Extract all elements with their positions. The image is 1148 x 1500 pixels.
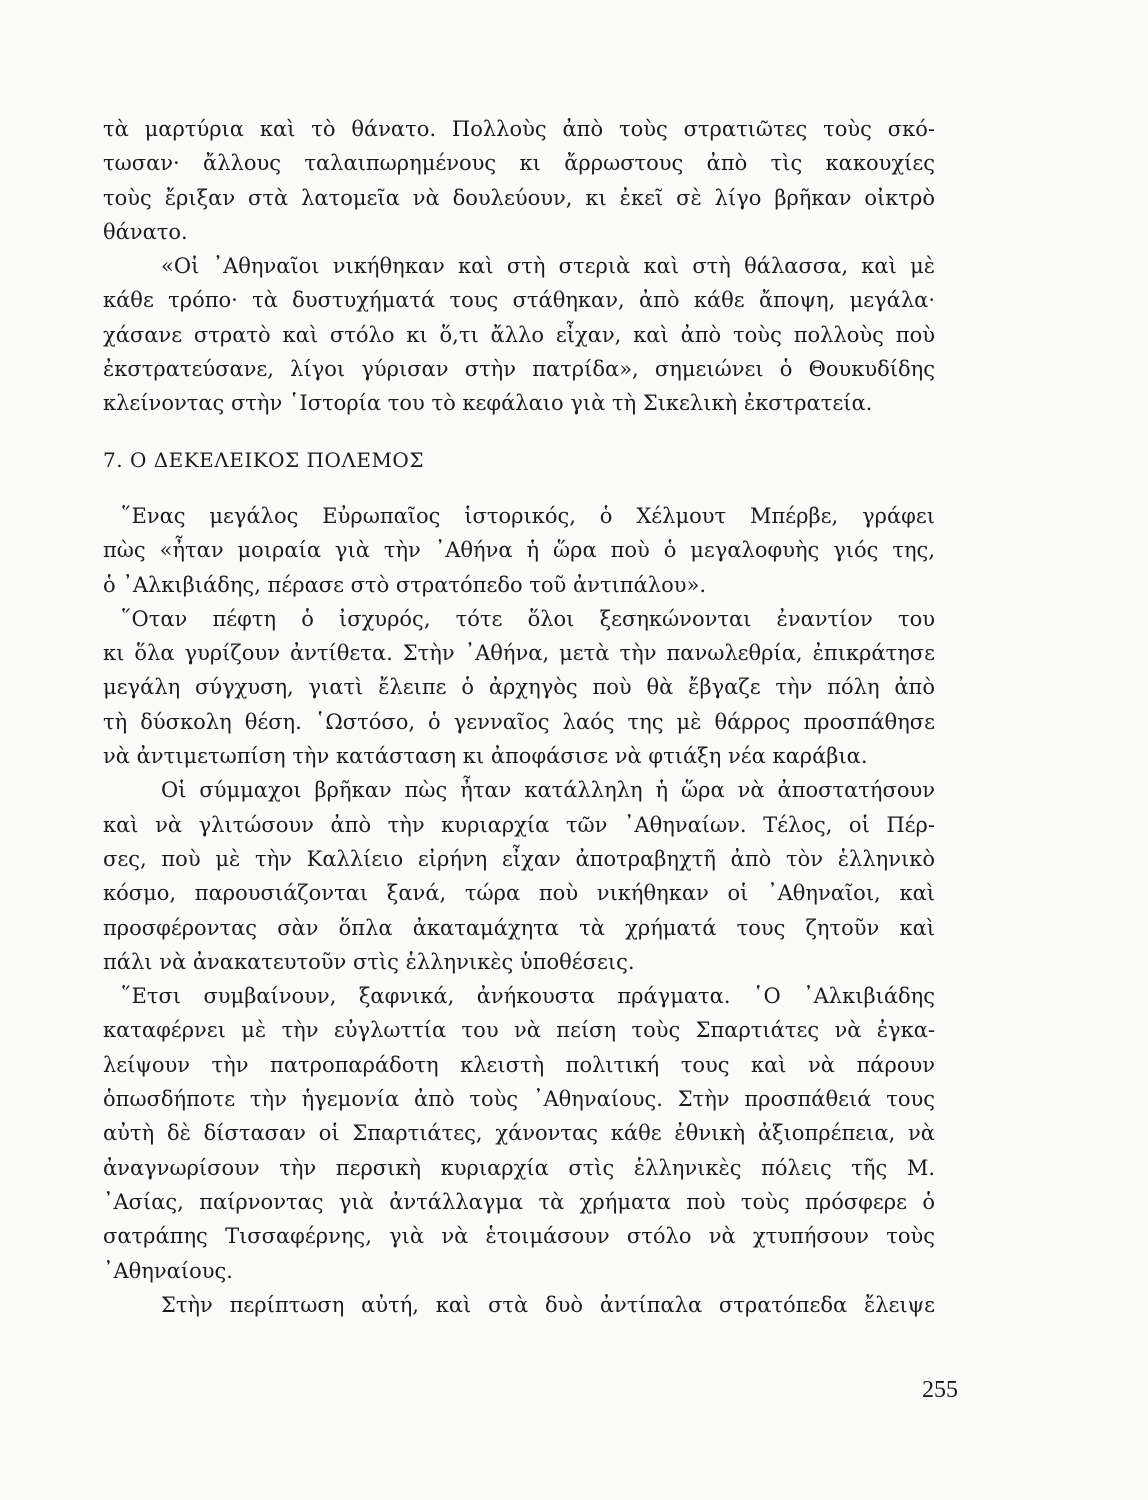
text-line: χάσανε στρατὸ καὶ στόλο κι ὅ,τι ἄλλο εἶχαν, καὶ ἀπὸ τοὺς πολλοὺς ποὺ [103,322,935,347]
paragraph [103,112,935,249]
text-line: νὰ ἀντιμετωπίση τὴν κατάσταση κι ἀποφάσισε νὰ φτιάξη νέα καράβια. [103,744,868,769]
paragraph [103,1288,935,1322]
text-line: κάθε τρόπο· τὰ δυστυχήματά τους στάθηκαν, ἀπὸ κάθε ἄποψη, μεγάλα· [103,288,935,313]
paragraph [103,249,935,420]
text-line: σες, ποὺ μὲ τὴν Καλλίειο εἰρήνη εἶχαν ἀποτραβηχτῆ ἀπὸ τὸν ἑλληνικὸ [103,846,935,871]
text-line: μεγάλη σύγχυση, γιατὶ ἔλειπε ὁ ἀρχηγὸς ποὺ θὰ ἔβγαζε τὴν πόλη ἀπὸ [103,675,935,700]
text-line: Οἱ σύμμαχοι βρῆκαν πὼς ἦταν κατάλληλη ἡ ὥρα νὰ ἀποστατήσουν [161,778,935,803]
text-line: αὐτὴ δὲ δίστασαν οἱ Σπαρτιάτες, χάνοντας κάθε ἐθνικὴ ἀξιοπρέπεια, νὰ [103,1121,935,1146]
page-number: 255 [922,1377,958,1403]
text-line: ᾿Ασίας, παίρνοντας γιὰ ἀντάλλαγμα τὰ χρήματα ποὺ τοὺς πρόσφερε ὁ [103,1189,935,1214]
text-line: ῞Ετσι συμβαίνουν, ξαφνικά, ἀνήκουστα πράγματα. ῾Ο ᾿Αλκιβιάδης [121,984,935,1009]
text-line: προσφέροντας σὰν ὅπλα ἀκαταμάχητα τὰ χρήματά τους ζητοῦν καὶ [103,915,935,940]
text-line: Στὴν περίπτωση αὐτή, καὶ στὰ δυὸ ἀντίπαλα στρατόπεδα ἔλειψε [161,1292,935,1317]
text-line: κόσμο, παρουσιάζονται ξανά, τώρα ποὺ νικήθηκαν οἱ ᾿Αθηναῖοι, καὶ [103,881,935,906]
text-line: «Οἱ ᾿Αθηναῖοι νικήθηκαν καὶ στὴ στεριὰ καὶ στὴ θάλασσα, καὶ μὲ [161,254,935,279]
text-line: ἀναγνωρίσουν τὴν περσικὴ κυριαρχία στὶς ἑλληνικὲς πόλεις τῆς Μ. [103,1155,935,1180]
text-line: ῞Οταν πέφτη ὁ ἰσχυρός, τότε ὅλοι ξεσηκώνονται ἐναντίον του [121,606,935,631]
text-line: τοὺς ἔριξαν στὰ λατομεῖα νὰ δουλεύουν, κι ἐκεῖ σὲ λίγο βρῆκαν οἰκτρὸ [103,185,935,210]
text-line: πάλι νὰ ἀνακατευτοῦν στὶς ἑλληνικὲς ὑποθέσεις. [103,949,635,974]
text-line: ὁ ᾿Αλκιβιάδης, πέρασε στὸ στρατόπεδο τοῦ ἀντιπάλου». [103,572,707,597]
text-line: πὼς «ἦταν μοιραία γιὰ τὴν ᾿Αθήνα ἡ ὥρα ποὺ ὁ μεγαλοφυὴς γιός της, [103,538,935,563]
body-text [103,112,935,1322]
text-line: καταφέρνει μὲ τὴν εὐγλωττία του νὰ πείση τοὺς Σπαρτιάτες νὰ ἐγκα- [103,1018,935,1043]
paragraph [103,602,935,773]
text-line: λείψουν τὴν πατροπαράδοτη κλειστὴ πολιτική τους καὶ νὰ πάρουν [103,1052,935,1077]
paragraph [103,979,935,1288]
paragraph [103,499,935,602]
text-line: ᾿Αθηναίους. [103,1258,233,1283]
section-heading: 7. Ο ΔΕΚΕΛΕΙΚΟΣ ΠΟΛΕΜΟΣ [103,447,424,472]
text-line: κλείνοντας στὴν ῾Ιστορία του τὸ κεφάλαιο γιὰ τὴ Σικελικὴ ἐκστρατεία. [103,391,873,416]
text-line: σατράπης Τισσαφέρνης, γιὰ νὰ ἑτοιμάσουν στόλο νὰ χτυπήσουν τοὺς [103,1224,935,1249]
text-line: ῞Ενας μεγάλος Εὐρωπαῖος ἱστορικός, ὁ Χέλμουτ Μπέρβε, γράφει [121,503,935,528]
text-line: τωσαν· ἄλλους ταλαιπωρημένους κι ἄρρωστους ἀπὸ τὶς κακουχίες [103,151,935,176]
text-line: τὴ δύσκολη θέση. ῾Ωστόσο, ὁ γενναῖος λαός της μὲ θάρρος προσπάθησε [103,709,935,734]
paragraph [103,773,935,979]
text-line: κι ὅλα γυρίζουν ἀντίθετα. Στὴν ᾿Αθήνα, μετὰ τὴν πανωλεθρία, ἐπικράτησε [103,641,935,666]
text-line: θάνατο. [103,219,188,244]
text-line: ὁπωσδήποτε τὴν ἡγεμονία ἀπὸ τοὺς ᾿Αθηναίους. Στὴν προσπάθειά τους [103,1087,935,1112]
text-line: καὶ νὰ γλιτώσουν ἀπὸ τὴν κυριαρχία τῶν ᾿Αθηναίων. Τέλος, οἱ Πέρ- [103,812,935,837]
text-line: ἐκστρατεύσανε, λίγοι γύρισαν στὴν πατρίδα», σημειώνει ὁ Θουκυδίδης [103,357,935,382]
text-line: τὰ μαρτύρια καὶ τὸ θάνατο. Πολλοὺς ἀπὸ τοὺς στρατιῶτες τοὺς σκό- [103,117,935,141]
